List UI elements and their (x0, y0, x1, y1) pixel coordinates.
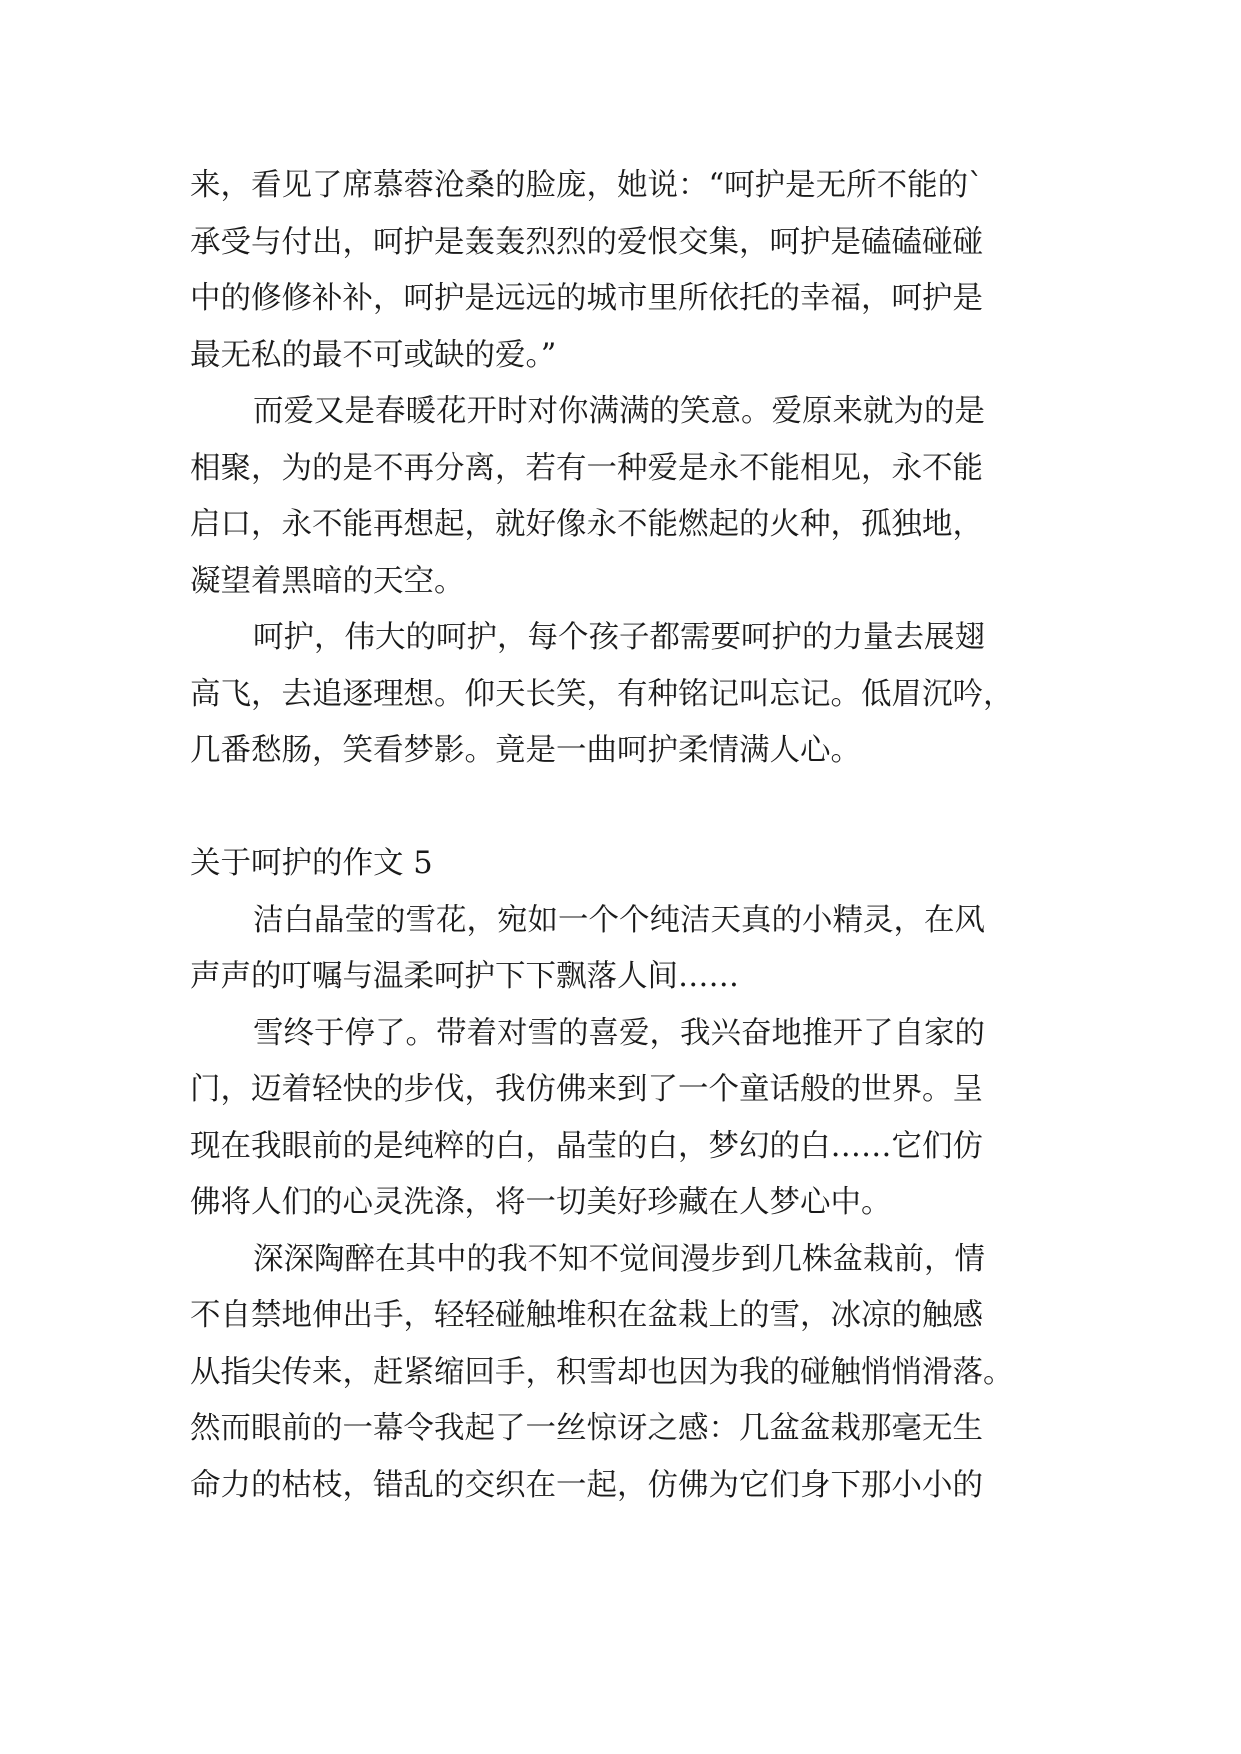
text-line: 最无私的最不可或缺的爱。” (190, 337, 557, 373)
text-line: 雪终于停了。带着对雪的喜爱，我兴奋地推开了自家的 (253, 1015, 985, 1051)
text-line: 来，看见了席慕蓉沧桑的脸庞，她说：“呵护是无所不能的` (190, 168, 984, 203)
blank-line (190, 780, 1070, 837)
text-line: 深深陶醉在其中的我不知不觉间漫步到几株盆栽前，情 (253, 1241, 985, 1277)
text-line: 中的修修补补，呵护是远远的城市里所依托的幸福，呵护是 (190, 281, 983, 316)
text-line: 命力的枯枝，错乱的交织在一起，仿佛为它们身下那小小的 (190, 1467, 983, 1503)
paragraph-4 (190, 893, 1070, 1006)
paragraph-5 (190, 1006, 1070, 1232)
text-line: 高飞，去追逐理想。仰天长笑，有种铭记叫忘记。低眉沉吟， (190, 676, 1014, 712)
text-line: 相聚，为的是不再分离，若有一种爱是永不能相见，永不能 (190, 450, 983, 486)
text-line: 呵护，伟大的呵护，每个孩子都需要呵护的力量去展翅 (253, 620, 985, 655)
text-line: 现在我眼前的是纯粹的白，晶莹的白，梦幻的白……它们仿 (190, 1128, 983, 1164)
text-line: 然而眼前的一幕令我起了一丝惊讶之感：几盆盆栽那毫无生 (190, 1411, 983, 1446)
text-line: 而爱又是春暖花开时对你满满的笑意。爱原来就为的是 (253, 394, 985, 429)
text-line: 门，迈着轻快的步伐，我仿佛来到了一个童话般的世界。呈 (190, 1072, 983, 1107)
text-line: 启口，永不能再想起，就好像永不能燃起的火种，孤独地， (190, 507, 983, 542)
text-line: 承受与付出，呵护是轰轰烈烈的爱恨交集，呵护是磕磕碰碰 (190, 224, 983, 260)
paragraph-3 (190, 610, 1070, 780)
text-line: 几番愁肠，笑看梦影。竟是一曲呵护柔情满人心。 (190, 733, 861, 768)
text-line: 洁白晶莹的雪花，宛如一个个纯洁天真的小精灵，在风 (253, 902, 985, 938)
section-title: 关于呵护的作文 5 (190, 846, 433, 881)
text-line: 凝望着黑暗的天空。 (190, 563, 465, 599)
paragraph-2 (190, 384, 1070, 610)
text-line: 声声的叮嘱与温柔呵护下下飘落人间…… (190, 959, 739, 994)
text-line: 从指尖传来，赶紧缩回手，积雪却也因为我的碰触悄悄滑落。 (190, 1354, 1014, 1390)
text-line: 佛将人们的心灵洗涤，将一切美好珍藏在人梦心中。 (190, 1185, 892, 1220)
document-body (190, 158, 1070, 1514)
paragraph-6 (190, 1232, 1070, 1515)
text-line: 不自禁地伸出手，轻轻碰触堆积在盆栽上的雪，冰凉的触感 (190, 1298, 983, 1333)
paragraph-1 (190, 158, 1070, 384)
